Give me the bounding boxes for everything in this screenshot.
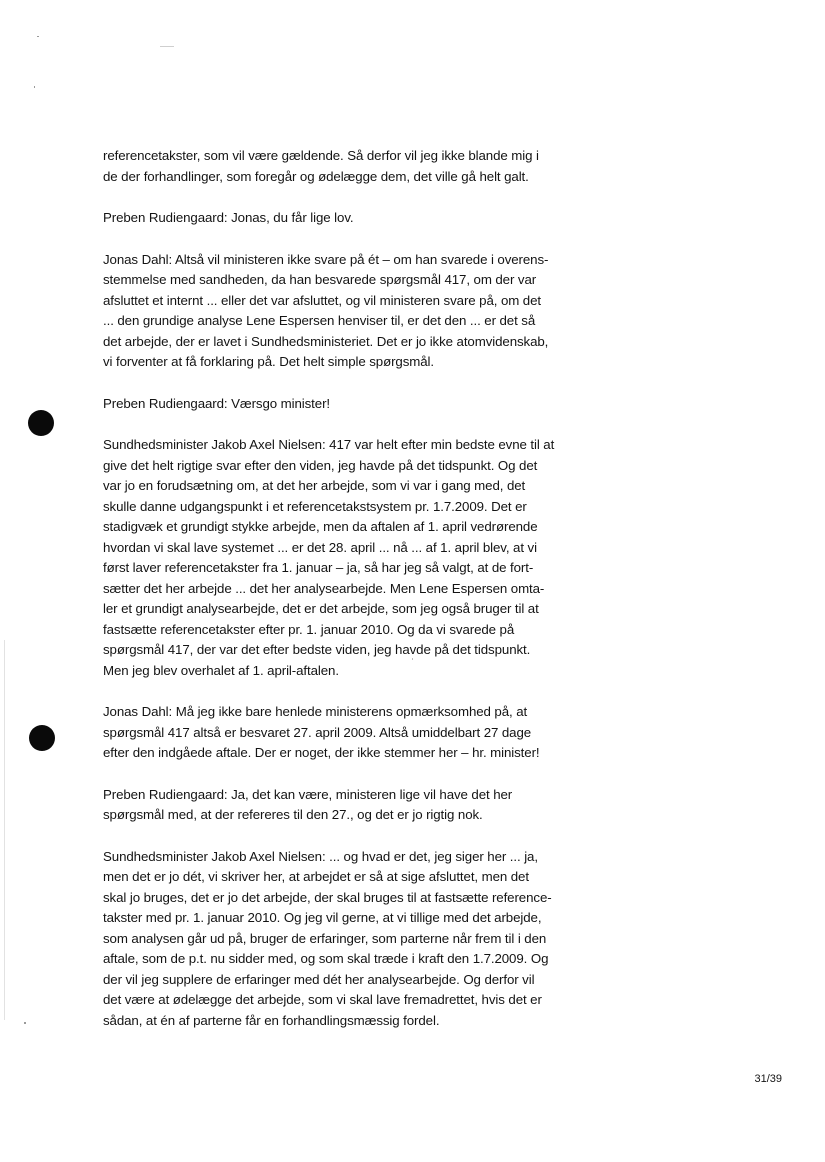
- paragraph: [103, 208, 593, 229]
- text-line: Preben Rudiengaard: Ja, det kan være, ministeren lige vil have det her: [103, 786, 513, 802]
- paragraph: [103, 785, 593, 826]
- text-line: ler et grundigt analysearbejde, det er det arbejde, som jeg også bruger til at: [103, 601, 539, 616]
- scan-margin-line: [4, 640, 5, 1020]
- text-line: stadigvæk et grundigt stykke arbejde, men da aftalen af 1. april vedrørende: [103, 519, 538, 534]
- text-line: Jonas Dahl: Altså vil ministeren ikke svare på ét – om han svarede i overens-: [103, 251, 549, 267]
- paragraph: [103, 250, 593, 373]
- punch-hole-mark: [29, 725, 55, 751]
- text-line: Preben Rudiengaard: Værsgo minister!: [103, 395, 330, 411]
- text-line: afsluttet et internt ... eller det var afsluttet, og vil ministeren svare på, om det: [103, 292, 541, 308]
- transcript-body: [103, 146, 593, 1052]
- text-line: som analysen går ud på, bruger de erfaringer, som parterne når frem til i den: [103, 930, 547, 946]
- text-line: Men jeg blev overhalet af 1. april-aftalen.: [103, 662, 339, 678]
- text-line: det arbejde, der er lavet i Sundhedsministeriet. Det er jo ikke atomvidenskab,: [103, 333, 549, 349]
- text-line: men det er jo dét, vi skriver her, at arbejdet er så at sige afsluttet, men det: [103, 869, 529, 884]
- text-line: spørgsmål 417, der var det efter bedste viden, jeg havde på det tidspunkt.: [103, 642, 531, 657]
- text-line: skal jo bruges, det er jo det arbejde, der skal bruges til at fastsætte reference-: [103, 889, 552, 905]
- paragraph: [103, 847, 593, 1032]
- text-line: efter den indgåede aftale. Der er noget, der ikke stemmer her – hr. minister!: [103, 745, 540, 760]
- text-line: det være at ødelægge det arbejde, som vi skal lave fremadrettet, hvis det er: [103, 992, 542, 1007]
- text-line: Preben Rudiengaard: Jonas, du får lige lov.: [103, 210, 354, 225]
- paragraph: [103, 702, 593, 764]
- text-line: stemmelse med sandheden, da han besvarede spørgsmål 417, om der var: [103, 272, 537, 287]
- text-line: referencetakster, som vil være gældende. Så derfor vil jeg ikke blande mig i: [103, 148, 539, 163]
- text-line: vi forventer at få forklaring på. Det helt simple spørgsmål.: [103, 354, 434, 369]
- text-line: spørgsmål med, at der refereres til den 27., og det er jo rigtig nok.: [103, 807, 483, 822]
- text-line: først laver referencetakster fra 1. januar – ja, så har jeg så valgt, at de fort-: [103, 560, 534, 575]
- punch-hole-mark: [28, 410, 54, 436]
- scan-speck: [24, 1022, 26, 1024]
- paragraph: [103, 394, 593, 415]
- page-number: 31/39: [754, 1073, 782, 1085]
- text-line: der vil jeg supplere de erfaringer med dét her analysearbejde. Og derfor vil: [103, 971, 535, 987]
- text-line: Sundhedsminister Jakob Axel Nielsen: 417 var helt efter min bedste evne til at: [103, 437, 555, 452]
- text-line: sætter det her arbejde ... det her analysearbejde. Men Lene Espersen omta-: [103, 580, 545, 596]
- scan-speck: [34, 86, 35, 88]
- text-line: skulle danne udgangspunkt i et referencetakstsystem pr. 1.7.2009. Det er: [103, 498, 527, 514]
- text-line: de der forhandlinger, som foregår og ødelægge dem, det ville gå helt galt.: [103, 168, 529, 184]
- text-line: fastsætte referencetakster efter pr. 1. januar 2010. Og da vi svarede på: [103, 621, 515, 637]
- text-line: var jo en forudsætning om, at det her arbejde, som vi var i gang med, det: [103, 478, 526, 493]
- text-line: hvordan vi skal lave systemet ... er det 28. april ... nå ... af 1. april blev, at vi: [103, 539, 537, 555]
- text-line: aftale, som de p.t. nu sidder med, og som skal træde i kraft den 1.7.2009. Og: [103, 951, 549, 966]
- text-line: give det helt rigtige svar efter den viden, jeg havde på det tidspunkt. Og det: [103, 457, 538, 473]
- paragraph: [103, 435, 593, 681]
- text-line: takster med pr. 1. januar 2010. Og jeg vil gerne, at vi tillige med det arbejde,: [103, 910, 542, 925]
- text-line: Sundhedsminister Jakob Axel Nielsen: ... og hvad er det, jeg siger her ... ja,: [103, 848, 538, 864]
- text-line: sådan, at én af parterne får en forhandlingsmæssig fordel.: [103, 1012, 440, 1028]
- paragraph: [103, 146, 593, 187]
- scan-speck: [37, 36, 39, 37]
- text-line: Jonas Dahl: Må jeg ikke bare henlede ministerens opmærksomhed på, at: [103, 704, 528, 719]
- scan-speck: [160, 46, 174, 47]
- text-line: spørgsmål 417 altså er besvaret 27. april 2009. Altså umiddelbart 27 dage: [103, 724, 532, 740]
- text-line: ... den grundige analyse Lene Espersen henviser til, er det den ... er det så: [103, 313, 536, 328]
